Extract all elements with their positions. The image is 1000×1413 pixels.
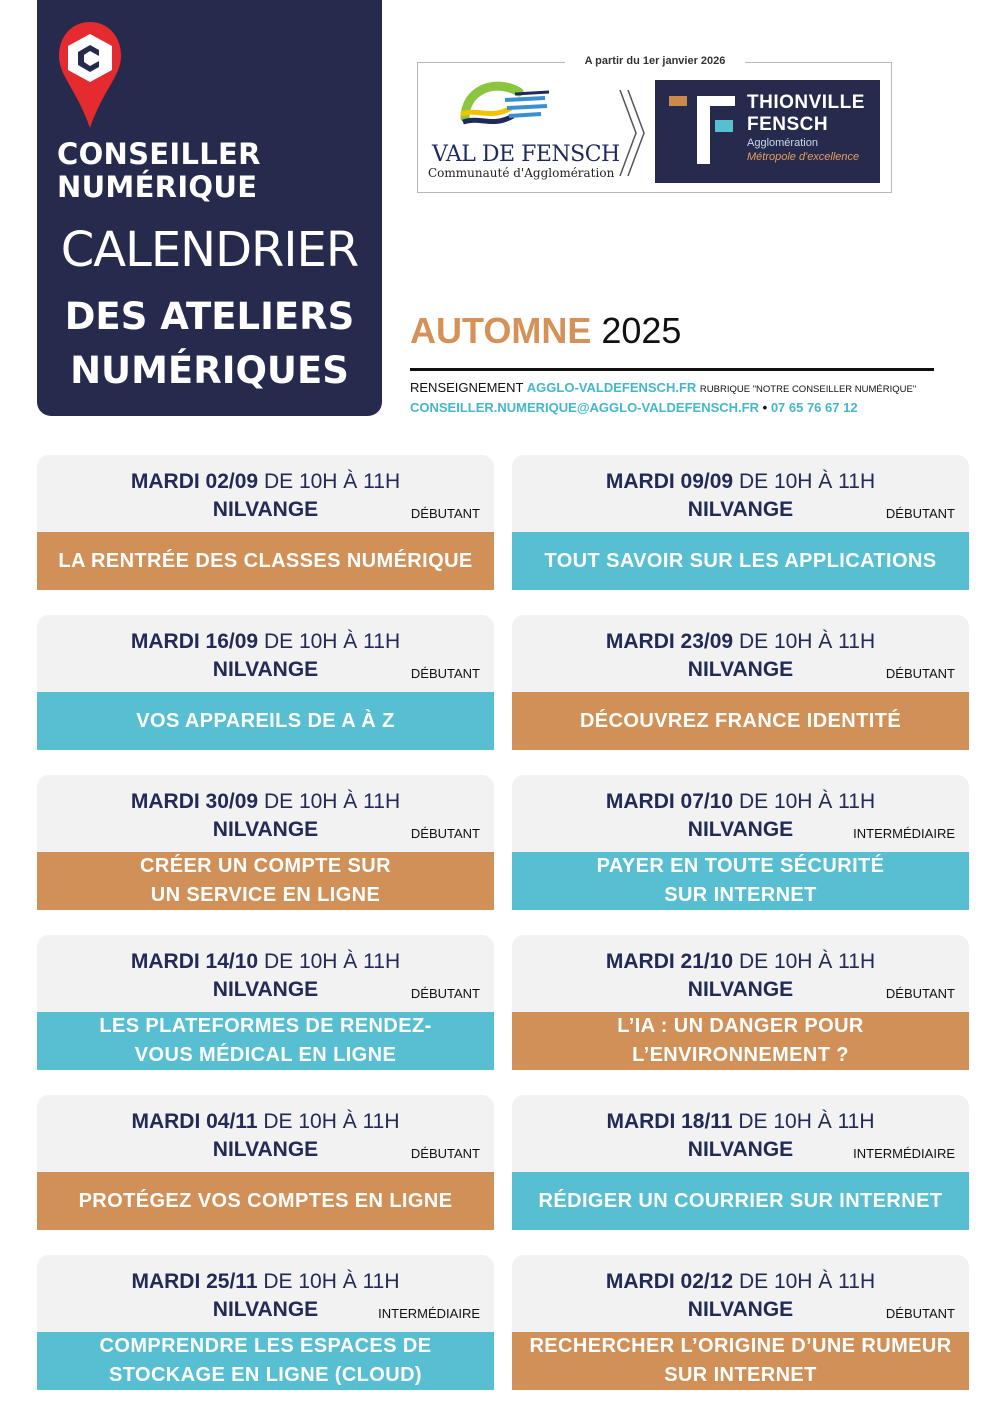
workshop-place: NILVANGE (687, 658, 794, 681)
workshop-level: DÉBUTANT (885, 986, 955, 1001)
val-de-fensch-logo-icon (455, 78, 555, 138)
workshop-place: NILVANGE (687, 1298, 794, 1321)
brand-line-2: NUMÉRIQUE (57, 170, 258, 204)
workshop-time: DE 10H À 11H (738, 1270, 876, 1293)
workshop-date: MARDI 16/09 (130, 630, 259, 653)
workshop-card (512, 775, 969, 910)
workshop-title: CRÉER UN COMPTE SUR UN SERVICE EN LIGNE (37, 852, 494, 910)
workshop-level: INTERMÉDIAIRE (378, 1306, 480, 1321)
workshop-place: NILVANGE (212, 1298, 319, 1321)
workshop-level: DÉBUTANT (410, 826, 480, 841)
workshop-title: DÉCOUVREZ FRANCE IDENTITÉ (512, 692, 969, 750)
workshop-datetime (37, 470, 494, 494)
workshop-level: INTERMÉDIAIRE (853, 826, 955, 841)
workshop-place: NILVANGE (212, 658, 319, 681)
workshop-date: MARDI 07/10 (605, 790, 734, 813)
workshop-datetime (512, 470, 969, 494)
workshop-time: DE 10H À 11H (263, 1270, 400, 1293)
workshop-datetime (37, 1110, 494, 1134)
divider (410, 368, 934, 371)
workshop-card (512, 1255, 969, 1390)
workshop-date: MARDI 04/11 (131, 1110, 258, 1133)
workshop-card (37, 935, 494, 1070)
workshop-card (37, 775, 494, 910)
workshop-date: MARDI 23/09 (605, 630, 734, 653)
workshop-date: MARDI 09/09 (605, 470, 734, 493)
workshop-title: RÉDIGER UN COURRIER SUR INTERNET (512, 1172, 969, 1230)
workshop-time: DE 10H À 11H (738, 470, 876, 493)
workshop-datetime (37, 950, 494, 974)
workshop-title: LA RENTRÉE DES CLASSES NUMÉRIQUE (37, 532, 494, 590)
thionville-fensch-logo (655, 80, 880, 183)
workshop-time: DE 10H À 11H (738, 950, 876, 973)
workshop-card (512, 1095, 969, 1230)
workshop-level: DÉBUTANT (410, 1146, 480, 1161)
workshop-date: MARDI 02/12 (605, 1270, 734, 1293)
workshop-title: PROTÉGEZ VOS COMPTES EN LIGNE (37, 1172, 494, 1230)
page-title: CALENDRIER (60, 222, 359, 278)
workshop-datetime (512, 950, 969, 974)
workshop-datetime (37, 630, 494, 654)
workshop-place: NILVANGE (212, 498, 319, 521)
subtitle-line-1: DES ATELIERS (64, 295, 355, 338)
workshop-card (37, 455, 494, 590)
season-heading (410, 310, 681, 352)
thionville-line-2: FENSCH (747, 114, 829, 135)
workshop-level: DÉBUTANT (885, 666, 955, 681)
workshop-level: INTERMÉDIAIRE (853, 1146, 955, 1161)
workshop-date: MARDI 18/11 (606, 1110, 733, 1133)
workshop-place: NILVANGE (687, 818, 794, 841)
workshop-time: DE 10H À 11H (263, 470, 401, 493)
workshop-title: TOUT SAVOIR SUR LES APPLICATIONS (512, 532, 969, 590)
val-de-fensch-subtitle: Communauté d'Agglomération (428, 166, 615, 180)
contact-line-1 (410, 380, 916, 395)
workshop-card (512, 455, 969, 590)
workshop-time: DE 10H À 11H (263, 950, 401, 973)
partner-date-note: A partir du 1er janvier 2026 (565, 52, 745, 70)
page-subtitle (37, 290, 382, 398)
workshop-place: NILVANGE (687, 1138, 794, 1161)
workshop-place: NILVANGE (212, 1138, 319, 1161)
contact-email-link[interactable]: CONSEILLER.NUMERIQUE@AGGLO-VALDEFENSCH.FR (410, 400, 759, 415)
workshop-place: NILVANGE (687, 498, 794, 521)
subtitle-line-2: NUMÉRIQUES (70, 349, 349, 392)
workshop-datetime (37, 1270, 494, 1294)
workshop-level: DÉBUTANT (885, 506, 955, 521)
workshop-time: DE 10H À 11H (263, 1110, 400, 1133)
workshop-title: RECHERCHER L’ORIGINE D’UNE RUMEUR SUR INTERNET (512, 1332, 969, 1390)
workshop-place: NILVANGE (687, 978, 794, 1001)
workshop-date: MARDI 02/09 (130, 470, 259, 493)
workshop-datetime (512, 1270, 969, 1294)
workshop-level: DÉBUTANT (410, 986, 480, 1001)
contact-line-2 (410, 400, 858, 415)
workshop-time: DE 10H À 11H (263, 790, 401, 813)
workshop-card (37, 1095, 494, 1230)
workshop-card (37, 615, 494, 750)
workshop-date: MARDI 14/10 (130, 950, 259, 973)
contact-rubric: RUBRIQUE "NOTRE CONSEILLER NUMÉRIQUE" (699, 384, 917, 395)
workshop-level: DÉBUTANT (410, 666, 480, 681)
contact-website-link[interactable]: AGGLO-VALDEFENSCH.FR (526, 380, 697, 395)
workshop-time: DE 10H À 11H (738, 630, 876, 653)
thionville-f-icon (669, 94, 739, 174)
workshop-title: VOS APPAREILS DE A À Z (37, 692, 494, 750)
val-de-fensch-name: VAL DE FENSCH (432, 142, 620, 167)
workshop-datetime (37, 790, 494, 814)
workshop-card (512, 935, 969, 1070)
workshop-title: L’IA : UN DANGER POUR L’ENVIRONNEMENT ? (512, 1012, 969, 1070)
brand-name (57, 138, 261, 204)
workshop-date: MARDI 25/11 (131, 1270, 258, 1293)
workshop-title: PAYER EN TOUTE SÉCURITÉ SUR INTERNET (512, 852, 969, 910)
location-pin-c-icon (57, 20, 123, 130)
workshop-time: DE 10H À 11H (738, 790, 876, 813)
workshop-time: DE 10H À 11H (738, 1110, 875, 1133)
thionville-line-4: Métropole d'excellence (747, 151, 860, 163)
workshop-place: NILVANGE (212, 818, 319, 841)
thionville-line-1: THIONVILLE (747, 92, 865, 113)
workshop-datetime (512, 1110, 969, 1134)
contact-phone[interactable]: 07 65 76 67 12 (770, 400, 858, 415)
season-year: 2025 (601, 310, 682, 351)
workshop-time: DE 10H À 11H (263, 630, 401, 653)
workshop-card (37, 1255, 494, 1390)
workshop-grid (37, 455, 969, 1390)
workshop-date: MARDI 30/09 (130, 790, 259, 813)
workshop-level: DÉBUTANT (885, 1306, 955, 1321)
contact-separator: • (762, 400, 768, 415)
brand-line-1: CONSEILLER (57, 137, 261, 171)
hero-panel (37, 0, 382, 416)
contact-label: RENSEIGNEMENT (410, 380, 524, 395)
season-name: AUTOMNE (410, 310, 592, 351)
thionville-line-3: Agglomération (747, 137, 818, 149)
workshop-datetime (512, 630, 969, 654)
workshop-title: COMPRENDRE LES ESPACES DE STOCKAGE EN LIGNE (CLOUD) (37, 1332, 494, 1390)
workshop-level: DÉBUTANT (410, 506, 480, 521)
workshop-title: LES PLATEFORMES DE RENDEZ- VOUS MÉDICAL EN LIGNE (37, 1012, 494, 1070)
chevron-right-icon (618, 88, 648, 178)
workshop-place: NILVANGE (212, 978, 319, 1001)
workshop-card (512, 615, 969, 750)
workshop-datetime (512, 790, 969, 814)
workshop-date: MARDI 21/10 (605, 950, 734, 973)
